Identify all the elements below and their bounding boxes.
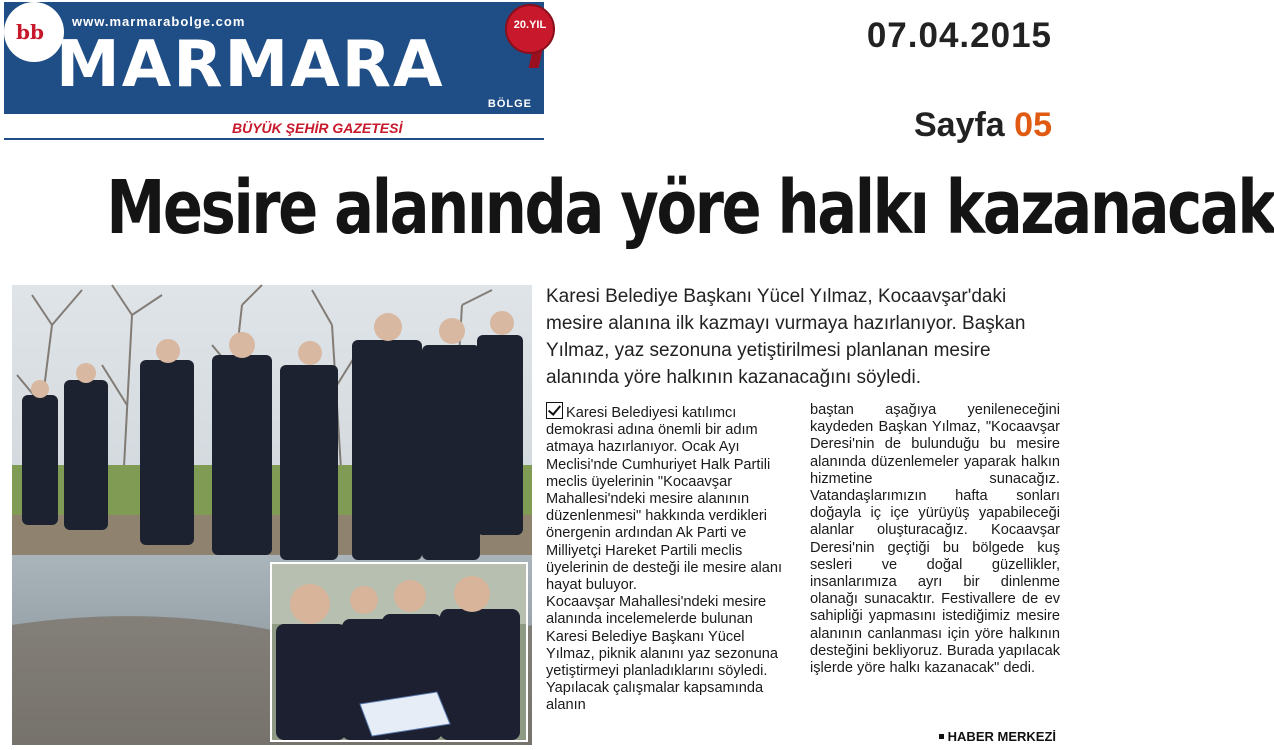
article-paragraph: Kocaavşar Mahallesi'ndeki mesire alanında incelemelerde bulunan Karesi Belediye Başkanı Yücel Yılmaz, piknik alanını yaz sezonuna yetiştirmeyi planladıklarını söyledi. Yapılacak çalışmalar kapsamında alanın [546, 594, 779, 714]
masthead-url: www.marmarabolge.com [72, 14, 246, 29]
masthead-title: MARMARA [56, 28, 445, 102]
page-label-text: Sayfa [913, 106, 1005, 144]
headline: Mesire alanında yöre halkı kazanacak [106, 165, 1274, 251]
checkmark-icon [546, 402, 563, 419]
article-paragraph: Karesi Belediyesi katılımcı demokrasi adına önemli bir adım atmaya hazırlanıyor. Ocak Ayı Meclisi'nde Cumhuriyet Halk Partili meclis üyelerinin "Kocaavşar Mahallesi'ndeki mesire alanının düzenlenmesi" hakkında verdikleri önergenin ardından Ak Parti ve Milliyetçi Hareket Partili meclis üyelerinin de desteği ile mesire alanı hayat buluyor. [546, 405, 783, 594]
masthead-tagline: BÜYÜK ŞEHİR GAZETESİ [232, 120, 403, 136]
masthead-logo [4, 2, 544, 114]
page-number [914, 106, 1052, 145]
article-paragraph: baştan aşağıya yenileneceğini kaydeden Başkan Yılmaz, "Kocaavşar Deresi'nin de bulunduğu bu mesire alanında düzenlemeler yaparak halkın hizmetine sunacağız. Vatandaşlarımızın hafta sonları doğayla iç içe yürüyüş yapabileceği alanlar oluşturacağız. Kocaavşar Deresi'nin geçtiği bu bölgede kuş sesleri ve doğal güzellikler, insanlarımıza ayrı bir dinlenme olanağı sunacaktır. Festivallere de ev sahipliği yapmasını istediğimiz mesire alanının canlanması için yöre halkının desteğini bekliyoruz. Burada yapılacak işlerde yöre halkı kazanacak" dedi. [810, 402, 1060, 677]
inset-photo-illustration [272, 564, 526, 740]
page-number-value: 05 [1014, 106, 1052, 144]
anniversary-badge-text: 20.YIL [513, 19, 547, 31]
article-column-1 [546, 402, 796, 715]
masthead-rule [4, 138, 544, 140]
article-lead: Karesi Belediye Başkanı Yücel Yılmaz, Kocaavşar'daki mesire alanına ilk kazmayı vurmaya hazırlanıyor. Başkan Yılmaz, yaz sezonuna yetiştirilmesi planlanan mesire alanında yöre halkının kazanacağını söyledi. [546, 286, 1026, 388]
article-column-2 [810, 402, 1060, 677]
byline: HABER MERKEZİ [939, 729, 1056, 744]
masthead-subtitle: BÖLGE [487, 98, 532, 110]
anniversary-badge [505, 4, 555, 54]
inset-photo [270, 562, 528, 742]
brand-circle-text: bb [16, 20, 44, 44]
issue-date: 07.04.2015 [866, 16, 1052, 55]
brand-circle-mark [4, 2, 64, 62]
